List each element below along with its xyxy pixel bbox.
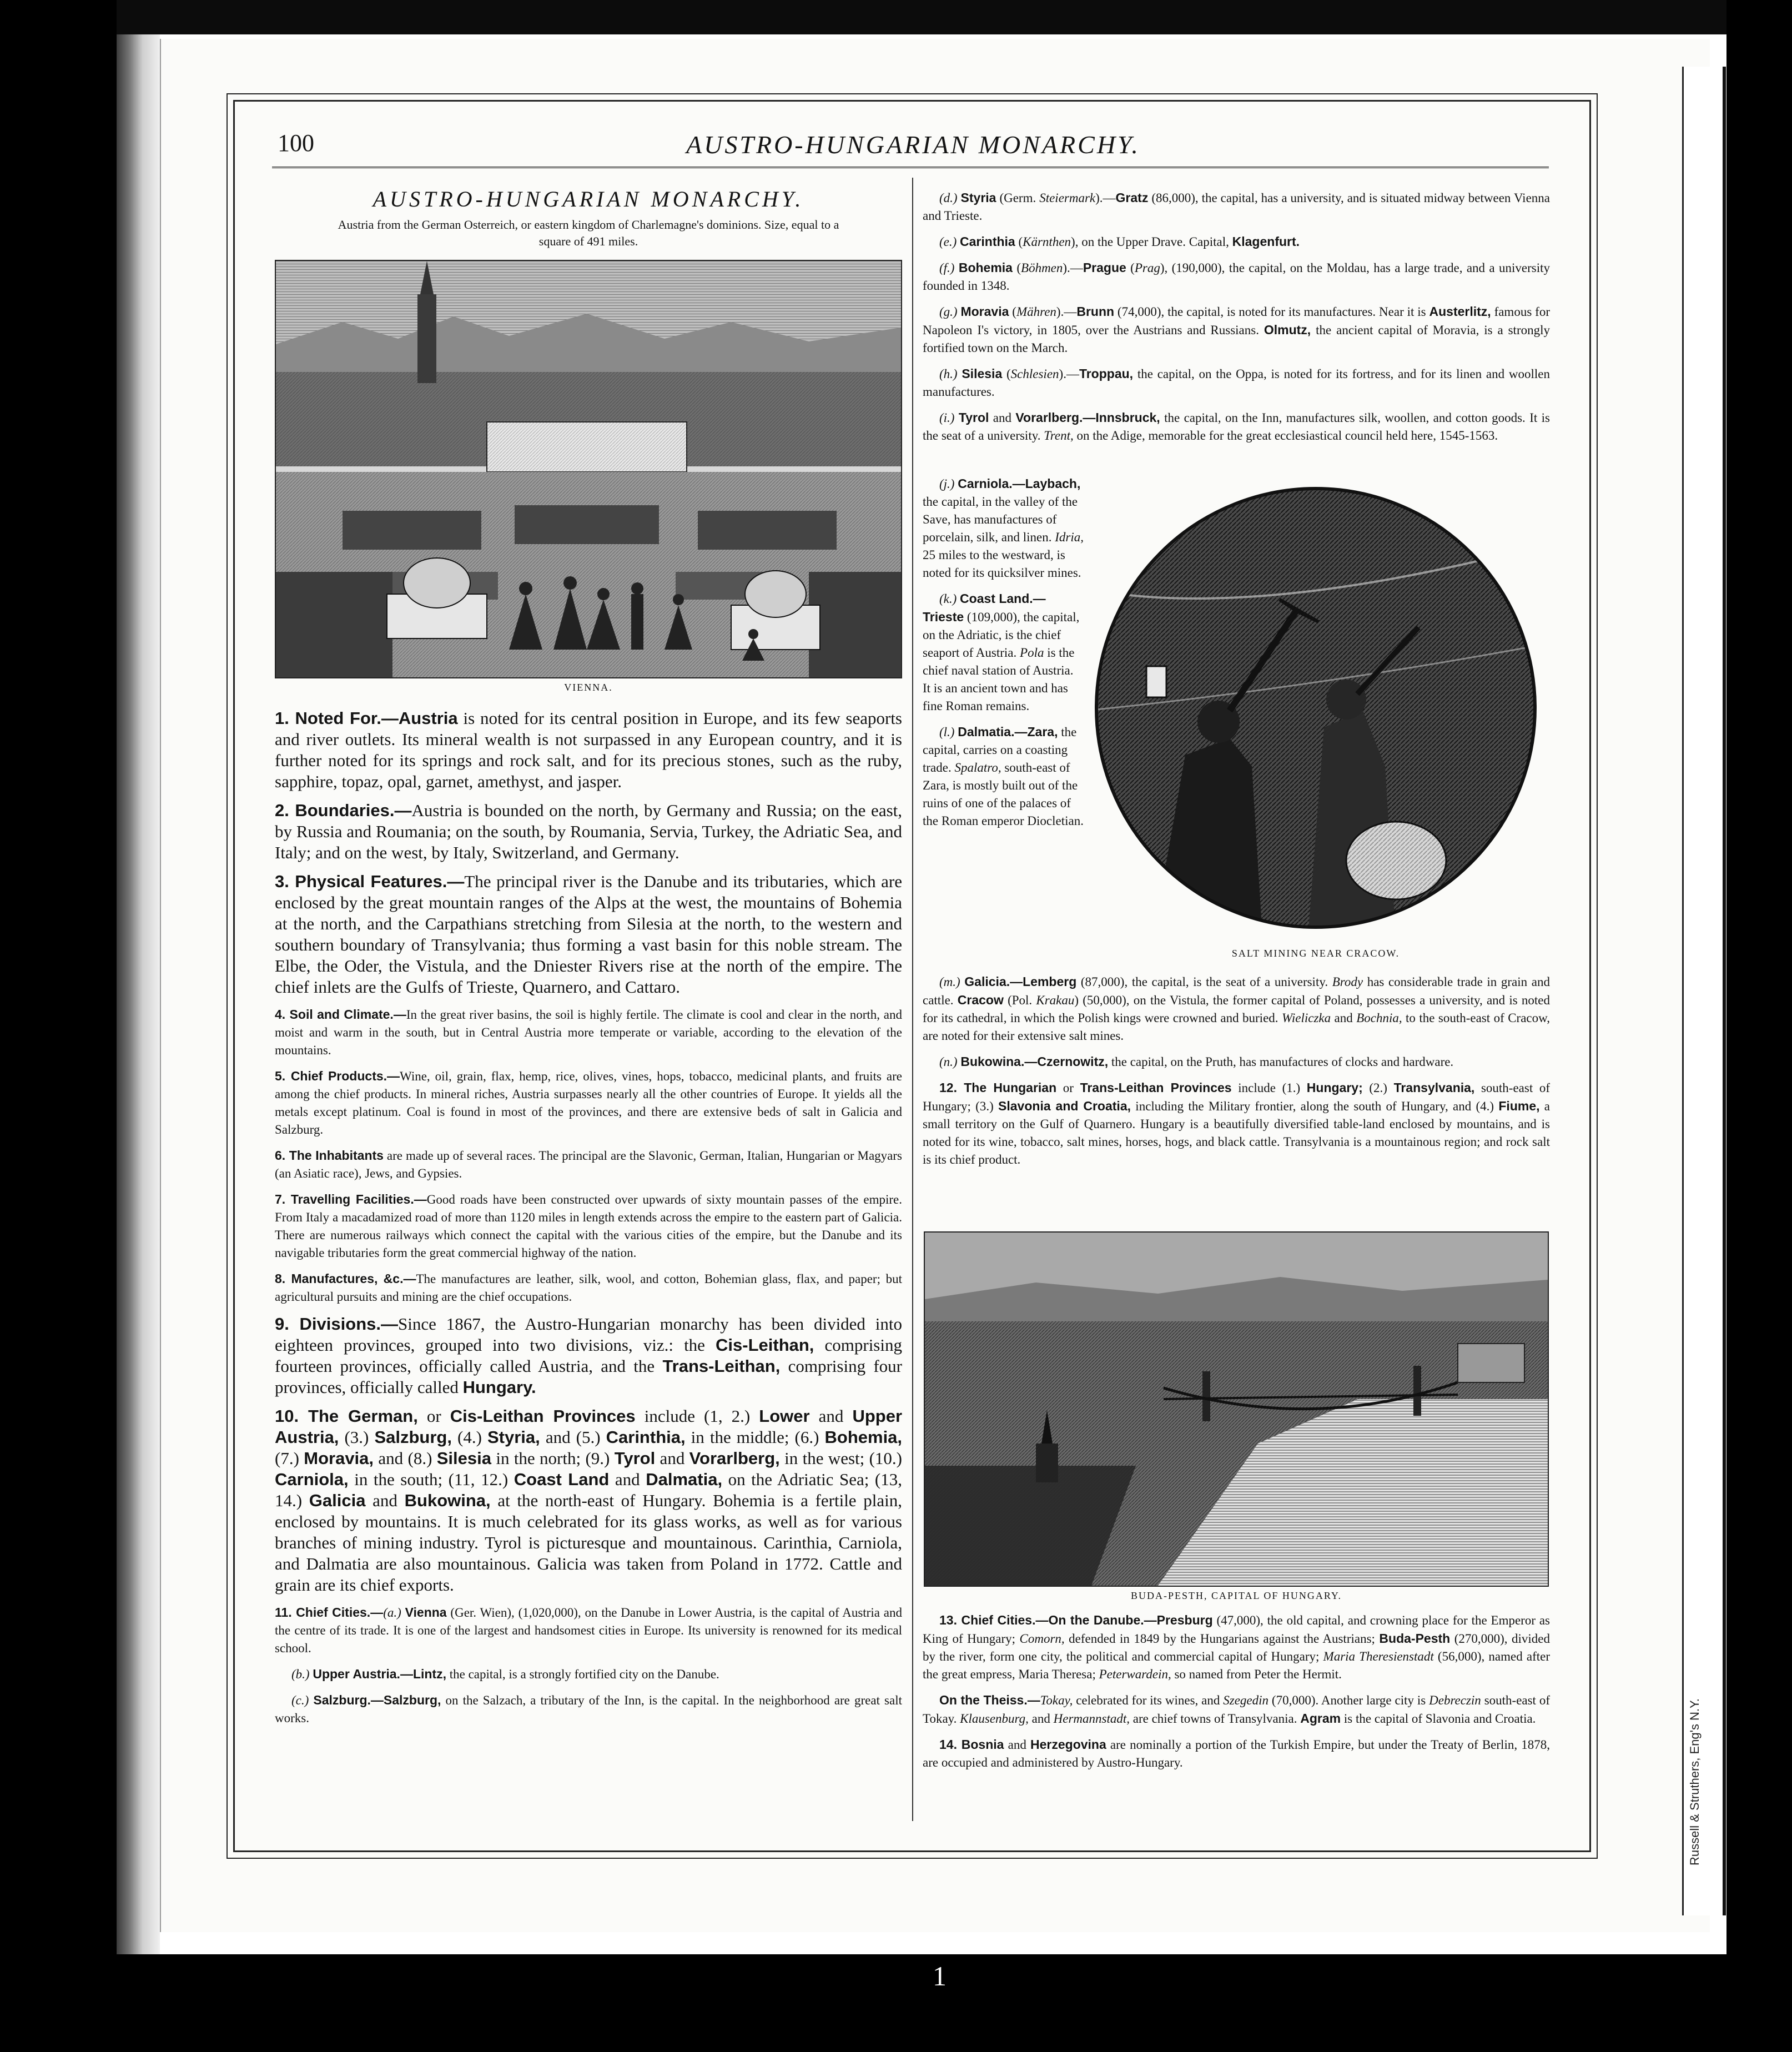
section-e: (e.) Carinthia (Kärnthen), on the Upper Drave. Capital, Klagenfurt. <box>939 234 1300 249</box>
section-4: 4. Soil and Climate.—In the great river basins, the soil is highly fertile. The climate is cool and clear in the north, and moist and warm in the south, but in Central Austria more temperate or variable, according to the elevation of the mountains. <box>275 1007 902 1057</box>
section-7: 7. Travelling Facilities.—Good roads have been constructed over upwards of sixty mountain passes of the empire. From Italy a macadamized road of more than 1120 miles in length extends across the empire to the eastern part of Galicia. There are numerous railways which connect the capital with the various cities of the empire, but the Danube and its navigable tributaries form the great commercial highway of the nation. <box>275 1192 902 1260</box>
right-column-narrow <box>923 475 1084 838</box>
article-subtitle: Austria from the German Osterreich, or eastern kingdom of Charlemagne's dominions. Size, equal to a square of 491 miles. <box>338 218 839 248</box>
adjacent-page-edge <box>1682 67 1726 1915</box>
buda-pesth-engraving <box>925 1233 1548 1586</box>
bottom-mark: 1 <box>933 1960 947 1991</box>
salt-mining-illustration <box>1085 477 1546 966</box>
book-spine <box>117 34 160 1954</box>
column-rule <box>912 178 913 1821</box>
vienna-illustration <box>275 260 902 678</box>
section-11c: (c.) Salzburg.—Salzburg, on the Salzach, a tributary of the Inn, is the capital. In the neighborhood are great salt works. <box>275 1693 902 1725</box>
scan-border-bottom <box>0 1954 1792 2052</box>
right-column-top <box>923 189 1550 452</box>
section-1: 1. Noted For.—Austria is noted for its central position in Europe, and its few seaports and river outlets. Its mineral wealth is not surpassed in any European country, and it is further noted for its springs and rock salt, and for its precious stones, such as the ruby, sapphire, topaz, opal, garnet, amethyst, and jasper. <box>275 708 902 791</box>
buda-pesth-figure <box>924 1231 1549 1609</box>
section-3: 3. Physical Features.—The principal river is the Danube and its tributaries, which are enclosed by the great mountain ranges of the Alps at the west, the mountains of Bohemia at the north, and the Carpathians stretching from Silesia at the north, to the western and southern boundary of Transylvania; thus forming a vast basin for this noble stream. The Elbe, the Oder, the Vistula, and the Dniester Rivers rise at the north of the empire. The chief inlets are the Gulfs of Trieste, Quarnero, and Cattaro. <box>275 872 902 997</box>
scan-border-right <box>1726 0 1792 2052</box>
section-g: (g.) Moravia (Mähren).—Brunn (74,000), the capital, is noted for its manufactures. Near it is Austerlitz, famous for Napoleon I's victory, in 1805, over the Austrians and Russians. Olmutz, the ancient capital of Moravia, is a strongly fortified town on the March. <box>923 304 1550 355</box>
right-column-bottom <box>923 1611 1550 1779</box>
left-column <box>275 186 902 1735</box>
section-d: (d.) Styria (Germ. Steiermark).—Gratz (86,000), the capital, has a university, and is situated midway between Vienna and Trieste. <box>923 190 1550 223</box>
page-number: 100 <box>278 129 314 157</box>
section-12: 12. The Hungarian or Trans-Leithan Provinces include (1.) Hungary; (2.) Transylvania, south-east of Hungary; (3.) Slavonia and Croatia, including the Military frontier, along the south of Hungary, and (4.) Fiume, a small territory on the Gulf of Quarnero. Hungary is a beautifully diversified table-land enclosed by mountains, and is noted for its wine, tobacco, salt mines, horses, hogs, and black cattle. Transylvania is a mountainous region; and rock salt is its chief product. <box>923 1080 1551 1166</box>
buda-pesth-illustration <box>924 1231 1549 1587</box>
section-h: (h.) Silesia (Schlesien).—Troppau, the capital, on the Oppa, is noted for its fortress, and for its linen and woollen manufactures. <box>923 366 1550 399</box>
section-theiss: On the Theiss.—Tokay, celebrated for its wines, and Szegedin (70,000). Another large city is Debreczin south-east of Tokay. Klausenburg, and Hermannstadt, are chief towns of Transylvania. Agram is the capital of Slavonia and Croatia. <box>923 1693 1550 1726</box>
vienna-caption: VIENNA. <box>564 682 613 693</box>
section-2: 2. Boundaries.—Austria is bounded on the north, by Germany and Russia; on the east, by Russia and Roumania; on the south, by Roumania, Servia, Turkey, the Adriatic Sea, and Italy; and on the west, by Italy, Switzerland, and Germany. <box>275 801 903 862</box>
vienna-engraving <box>276 261 901 677</box>
printer-credit: Russell & Struthers, Eng's N.Y. <box>1688 1698 1702 1865</box>
section-i: (i.) Tyrol and Vorarlberg.—Innsbruck, the capital, on the Inn, manufactures silk, woollen, and cotton goods. It is the seat of a university. Trent, on the Adige, memorable for the great ecclesiastical council held here, 1545-1563. <box>923 410 1550 442</box>
section-13: 13. Chief Cities.—On the Danube.—Presburg (47,000), the old capital, and crowning place for the Emperor as King of Hungary; Comorn, defended in 1849 by the Hungarians against the Austrians; Buda-Pesth (270,000), divided by the river, form one city, the political and commercial capital of Hungary; Maria Theresienstadt (56,000), named after the great empress, Maria Theresa; Peterwardein, so named from Peter the Hermit. <box>923 1613 1551 1681</box>
section-5: 5. Chief Products.—Wine, oil, grain, flax, hemp, rice, olives, vines, hops, tobacco, medicinal plants, and fruits are among the chief products. In mineral riches, Austria surpasses nearly all the other countries of Europe. It yields all the metals except platinum. Coal is found in most of the provinces, and there are extensive beds of salt in Galicia and Salzburg. <box>275 1069 902 1136</box>
section-10: 10. The German, or Cis-Leithan Provinces include (1, 2.) Lower and Upper Austria, (3.) Salzburg, (4.) Styria, and (5.) Carinthia, in the middle; (6.) Bohemia, (7.) Moravia, and (8.) Silesia in the north; (9.) Tyrol and Vorarlberg, in the west; (10.) Carniola, in the south; (11, 12.) Coast Land and Dalmatia, on the Adriatic Sea; (13, 14.) Galicia and Bukowina, at the north-east of Hungary. Bohemia is a fertile plain, enclosed by mountains. It is much celebrated for its glass works, as well as for various branches of mining industry. Tyrol is picturesque and mountainous. Carinthia, Carniola, and Dalmatia are also mountainous. Galicia was taken from Poland in 1772. Cattle and grain are its chief exports. <box>275 1406 903 1595</box>
buda-pesth-caption: BUDA-PESTH, CAPITAL OF HUNGARY. <box>1130 1590 1342 1601</box>
running-title: AUSTRO-HUNGARIAN MONARCHY. <box>686 130 1140 159</box>
section-k: (k.) Coast Land.—Trieste (109,000), the capital, on the Adriatic, is the chief seaport of Austria. Pola is the chief naval station of Austria. It is an ancient town and has fine Roman remains. <box>923 591 1080 713</box>
section-j: (j.) Carniola.—Laybach, the capital, in the valley of the Save, has manufactures of porcelain, silk, and linen. Idria, 25 miles to the westward, is noted for its quicksilver mines. <box>923 476 1084 580</box>
scan-border-left <box>0 0 117 2052</box>
page-header <box>278 129 1549 168</box>
section-6: 6. The Inhabitants are made up of several races. The principal are the Slavonic, German, Italian, Hungarian or Magyars (an Asiatic race), Jews, and Gypsies. <box>275 1148 902 1180</box>
section-8: 8. Manufactures, &c.—The manufactures are leather, silk, wool, and cotton, Bohemian glass, flax, and paper; but agricultural pursuits and mining are the chief occupations. <box>275 1271 902 1304</box>
scan-border-top <box>0 0 1792 34</box>
section-n: (n.) Bukowina.—Czernowitz, the capital, on the Pruth, has manufactures of clocks and hardware. <box>939 1054 1454 1069</box>
section-14: 14. Bosnia and Herzegovina are nominally a portion of the Turkish Empire, but under the Treaty of Berlin, 1878, are occupied and administered by Austro-Hungary. <box>923 1737 1550 1769</box>
salt-mining-engraving <box>1085 477 1546 944</box>
section-11: 11. Chief Cities.—(a.) Vienna (Ger. Wien), (1,020,000), on the Danube in Lower Austria, is the capital of Austria and the centre of its trade. It is one of the largest and handsomest cities in Europe. Its university is renowned for its medical school. <box>275 1605 902 1655</box>
right-column-middle <box>923 973 1550 1176</box>
section-11b: (b.) Upper Austria.—Lintz, the capital, is a strongly fortified city on the Danube. <box>291 1667 719 1681</box>
section-f: (f.) Bohemia (Böhmen).—Prague (Prag), (190,000), the capital, on the Moldau, has a large trade, and a university founded in 1348. <box>923 260 1550 293</box>
section-m: (m.) Galicia.—Lemberg (87,000), the capital, is the seat of a university. Brody has considerable trade in grain and cattle. Cracow (Pol. Krakau) (50,000), on the Vistula, the former capital of Poland, possesses a university, and is noted for its cathedral, in which the Polish kings were crowned and buried. Wieliczka and Bochnia, to the south-east of Cracow, are noted for their extensive salt mines. <box>923 974 1551 1043</box>
salt-mining-caption: SALT MINING NEAR CRACOW. <box>1231 948 1400 959</box>
section-9: 9. Divisions.—Since 1867, the Austro-Hungarian monarchy has been divided into eighteen provinces, grouped into two divisions, viz.: the Cis-Leithan, comprising fourteen provinces, officially called Austria, and the Trans-Leithan, comprising four provinces, officially called Hungary. <box>275 1314 902 1397</box>
header-rule <box>272 167 1549 168</box>
article-title: AUSTRO-HUNGARIAN MONARCHY. <box>373 187 804 212</box>
section-l: (l.) Dalmatia.—Zara, the capital, carries on a coasting trade. Spalatro, south-east of Zara, is mostly built out of the ruins of one of the palaces of the Roman emperor Diocletian. <box>923 725 1084 828</box>
